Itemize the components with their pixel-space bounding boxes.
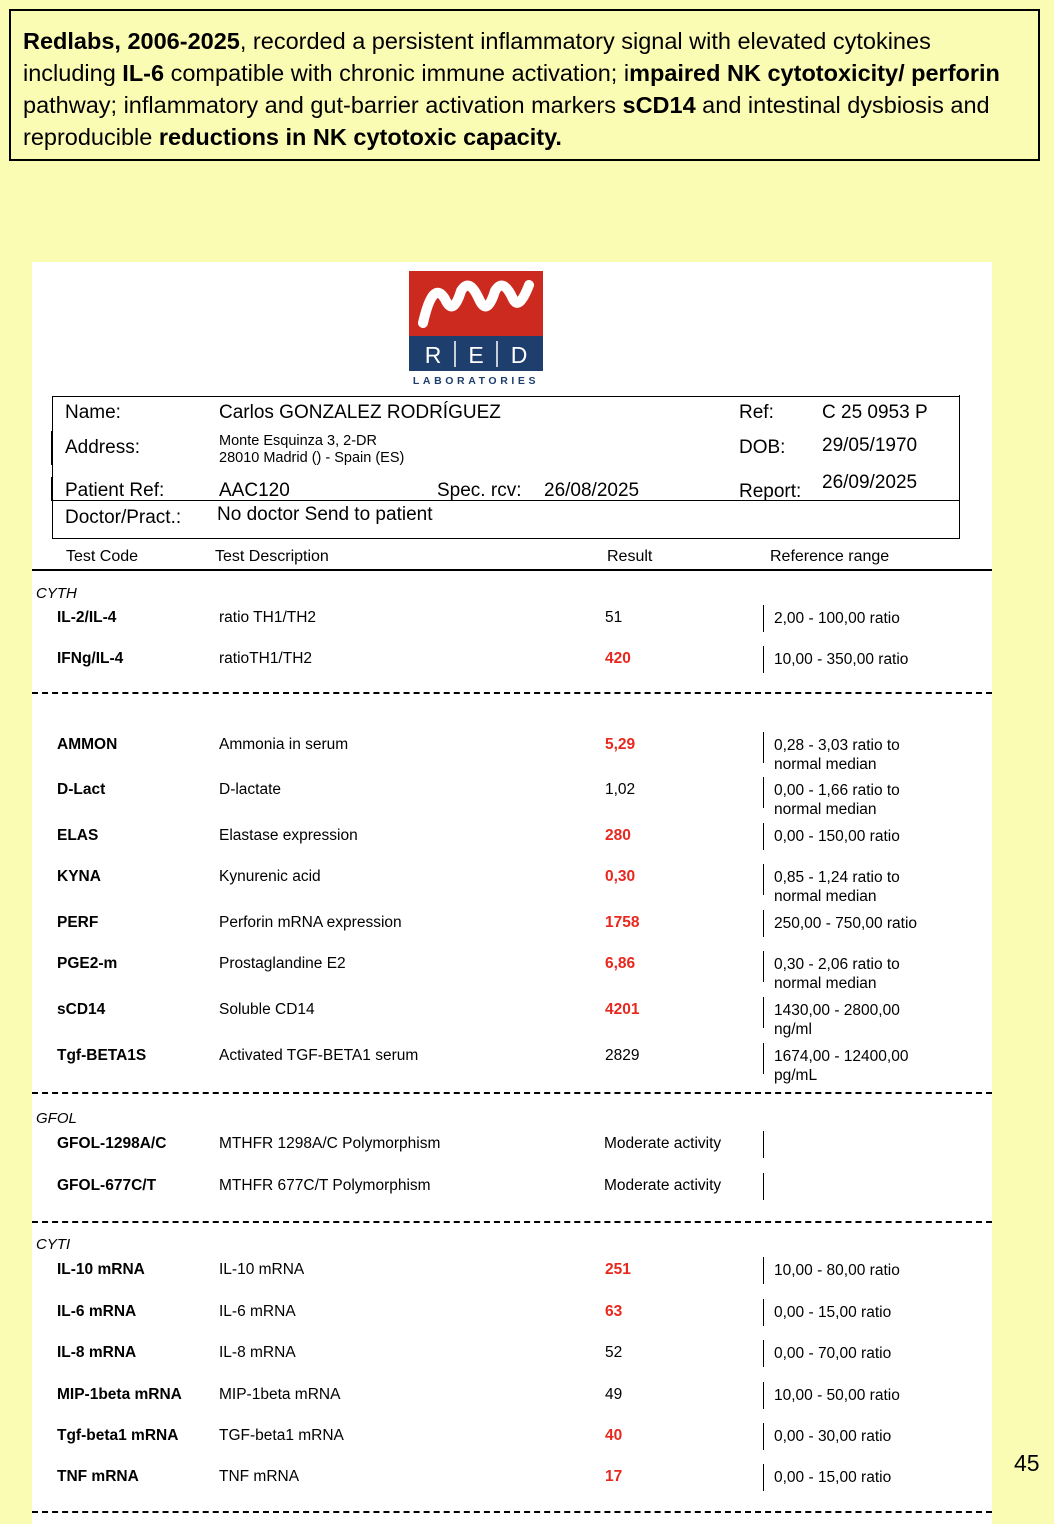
test-description: IL-6 mRNA [219,1303,296,1320]
summary-part: reductions in NK cytotoxic capacity. [158,124,562,150]
test-code: IL-8 mRNA [57,1344,137,1361]
test-description: Soluble CD14 [219,1001,315,1018]
test-result: 420 [605,650,631,667]
table-row [32,1303,992,1343]
test-result: 6,86 [605,955,636,972]
test-result: Moderate activity [604,1177,722,1194]
reference-range: 10,00 - 350,00 ratio [774,651,909,668]
reference-range: 10,00 - 50,00 ratio [774,1387,900,1404]
range-bar [763,951,764,982]
test-code: IL-10 mRNA [57,1261,145,1278]
section-divider [32,1511,992,1513]
table-row [32,1135,992,1175]
test-code: MIP-1beta mRNA [57,1386,182,1403]
section-label: CYTH [36,585,77,602]
reference-range: 0,00 - 15,00 ratio [774,1304,892,1321]
reference-range: 0,00 - 30,00 ratio [774,1428,892,1445]
test-code: ELAS [57,827,99,844]
test-result: Moderate activity [604,1135,722,1152]
test-description: Ammonia in serum [219,736,349,753]
test-description: ratio TH1/TH2 [219,609,317,626]
test-code: Tgf-BETA1S [57,1047,147,1064]
test-description: IL-8 mRNA [219,1344,296,1361]
section-label: GFOL [36,1110,77,1127]
reference-range: 0,00 - 70,00 ratio [774,1345,892,1362]
table-row [32,650,992,690]
test-result: 1,02 [605,781,636,798]
table-row [32,1427,992,1467]
summary-box [9,9,1040,161]
section-divider [32,1092,992,1094]
summary-part: pathway; inflammatory and gut-barrier activation markers [23,92,623,118]
test-description: Prostaglandine E2 [219,955,346,972]
test-description: Activated TGF-BETA1 serum [219,1047,419,1064]
section-divider [32,1221,992,1223]
logo-letter: E [468,342,484,368]
patient-info-box [52,396,960,539]
lab-report [32,262,992,1524]
ref-label: Ref: [739,402,774,423]
test-result: 1758 [605,914,640,931]
patient-ref-value: AAC120 [219,480,290,501]
table-row [32,1177,992,1217]
range-bar [763,1423,764,1450]
range-bar [763,1043,764,1074]
range-bar [763,1340,764,1367]
test-result: 52 [605,1344,623,1361]
test-description: MTHFR 1298A/C Polymorphism [219,1135,441,1152]
test-code: sCD14 [57,1001,106,1018]
reference-range: 0,28 - 3,03 ratio to normal median [774,737,900,773]
test-description: D-lactate [219,781,282,798]
test-result: 63 [605,1303,623,1320]
test-code: Tgf-beta1 mRNA [57,1427,179,1444]
range-bar [763,997,764,1028]
section-label: CYTI [36,1236,71,1253]
column-test-description: Test Description [215,548,329,565]
doctor-value: No doctor Send to patient [217,504,433,525]
table-row [32,1047,992,1087]
table-row [32,827,992,867]
test-code: D-Lact [57,781,106,798]
doctor-label: Doctor/Pract.: [65,507,182,528]
range-bar [763,864,764,895]
column-result: Result [607,548,653,565]
test-description: MIP-1beta mRNA [219,1386,341,1403]
test-result: 0,30 [605,868,636,885]
test-result: 280 [605,827,631,844]
test-result: 17 [605,1468,623,1485]
summary-part: Redlabs, 2006-2025 [23,28,240,54]
test-code: GFOL-1298A/C [57,1135,167,1152]
logo-letter: D [510,342,528,368]
patient-ref-label: Patient Ref: [65,480,165,501]
test-description: IL-10 mRNA [219,1261,305,1278]
address-line-1: Monte Esquinza 3, 2-DR [219,433,377,449]
range-bar [763,1173,764,1200]
summary-part: compatible with chronic immune activation; i [164,60,630,86]
table-row [32,781,992,821]
summary-part: , recorded a persistent inflammatory signal with elevated cytokines including [23,28,931,86]
range-bar [763,1299,764,1326]
table-row [32,1001,992,1041]
test-result: 40 [605,1427,623,1444]
logo-letter: R [424,342,442,368]
red-logo-icon [409,271,543,371]
test-code: PGE2-m [57,955,118,972]
test-code: IFNg/IL-4 [57,650,124,667]
section-divider [32,692,992,694]
test-result: 49 [605,1386,623,1403]
test-code: IL-6 mRNA [57,1303,137,1320]
summary-part: mpaired NK cytotoxicity/ perforin [629,60,1000,86]
reference-range: 10,00 - 80,00 ratio [774,1262,900,1279]
test-description: Perforin mRNA expression [219,914,402,931]
table-row [32,609,992,649]
dob-value: 29/05/1970 [822,435,918,456]
table-row [32,1386,992,1426]
test-result: 251 [605,1261,631,1278]
summary-part: IL-6 [122,60,165,86]
page-number: 45 [1014,1450,1040,1476]
range-bar [763,823,764,850]
range-bar [763,910,764,937]
test-description: TNF mRNA [219,1468,300,1485]
report-label: Report: [739,481,802,502]
report-value: 26/09/2025 [822,472,918,493]
reference-range: 0,00 - 1,66 ratio to normal median [774,782,900,818]
test-code: PERF [57,914,99,931]
test-code: TNF mRNA [57,1468,139,1485]
summary-part: and intestinal dysbiosis and reproducible [23,92,990,150]
range-bar [763,646,764,673]
range-bar [763,1464,764,1491]
test-description: Elastase expression [219,827,358,844]
range-bar [763,1382,764,1409]
reference-range: 2,00 - 100,00 ratio [774,610,900,627]
test-description: MTHFR 677C/T Polymorphism [219,1177,431,1194]
test-code: AMMON [57,736,118,753]
address-line-2: 28010 Madrid () - Spain (ES) [219,450,405,466]
test-code: IL-2/IL-4 [57,609,117,626]
test-result: 4201 [605,1001,640,1018]
table-row [32,955,992,995]
test-description: Kynurenic acid [219,868,321,885]
dob-label: DOB: [739,437,786,458]
reference-range: 1430,00 - 2800,00 ng/ml [774,1002,900,1038]
test-result: 2829 [605,1047,640,1064]
summary-part: sCD14 [622,92,696,118]
patient-name: Carlos GONZALEZ RODRÍGUEZ [219,402,501,423]
table-row [32,1261,992,1301]
logo-caption: LABORATORIES [412,375,540,387]
table-row [32,868,992,908]
test-code: KYNA [57,868,101,885]
spec-label: Spec. rcv: [437,480,522,501]
reference-range: 0,00 - 150,00 ratio [774,828,900,845]
test-result: 51 [605,609,623,626]
test-description: ratioTH1/TH2 [219,650,313,667]
address-label: Address: [65,437,140,458]
range-bar [763,777,764,808]
reference-range: 250,00 - 750,00 ratio [774,915,918,932]
table-row [32,1344,992,1384]
name-label: Name: [65,402,121,423]
range-bar [763,1257,764,1284]
reference-range: 1674,00 - 12400,00 pg/mL [774,1048,909,1084]
test-code: GFOL-677C/T [57,1177,157,1194]
range-bar [763,1131,764,1158]
reference-range: 0,00 - 15,00 ratio [774,1469,892,1486]
reference-range: 0,85 - 1,24 ratio to normal median [774,869,900,905]
column-reference-range: Reference range [770,548,890,565]
test-result: 5,29 [605,736,636,753]
ref-value: C 25 0953 P [822,402,928,423]
table-row [32,736,992,776]
range-bar [763,605,764,632]
reference-range: 0,30 - 2,06 ratio to normal median [774,956,900,992]
spec-value: 26/08/2025 [544,480,640,501]
test-description: TGF-beta1 mRNA [219,1427,344,1444]
table-row [32,1468,992,1508]
column-test-code: Test Code [66,548,139,565]
range-bar [763,732,764,763]
red-laboratories-logo [409,271,543,387]
table-row [32,914,992,954]
